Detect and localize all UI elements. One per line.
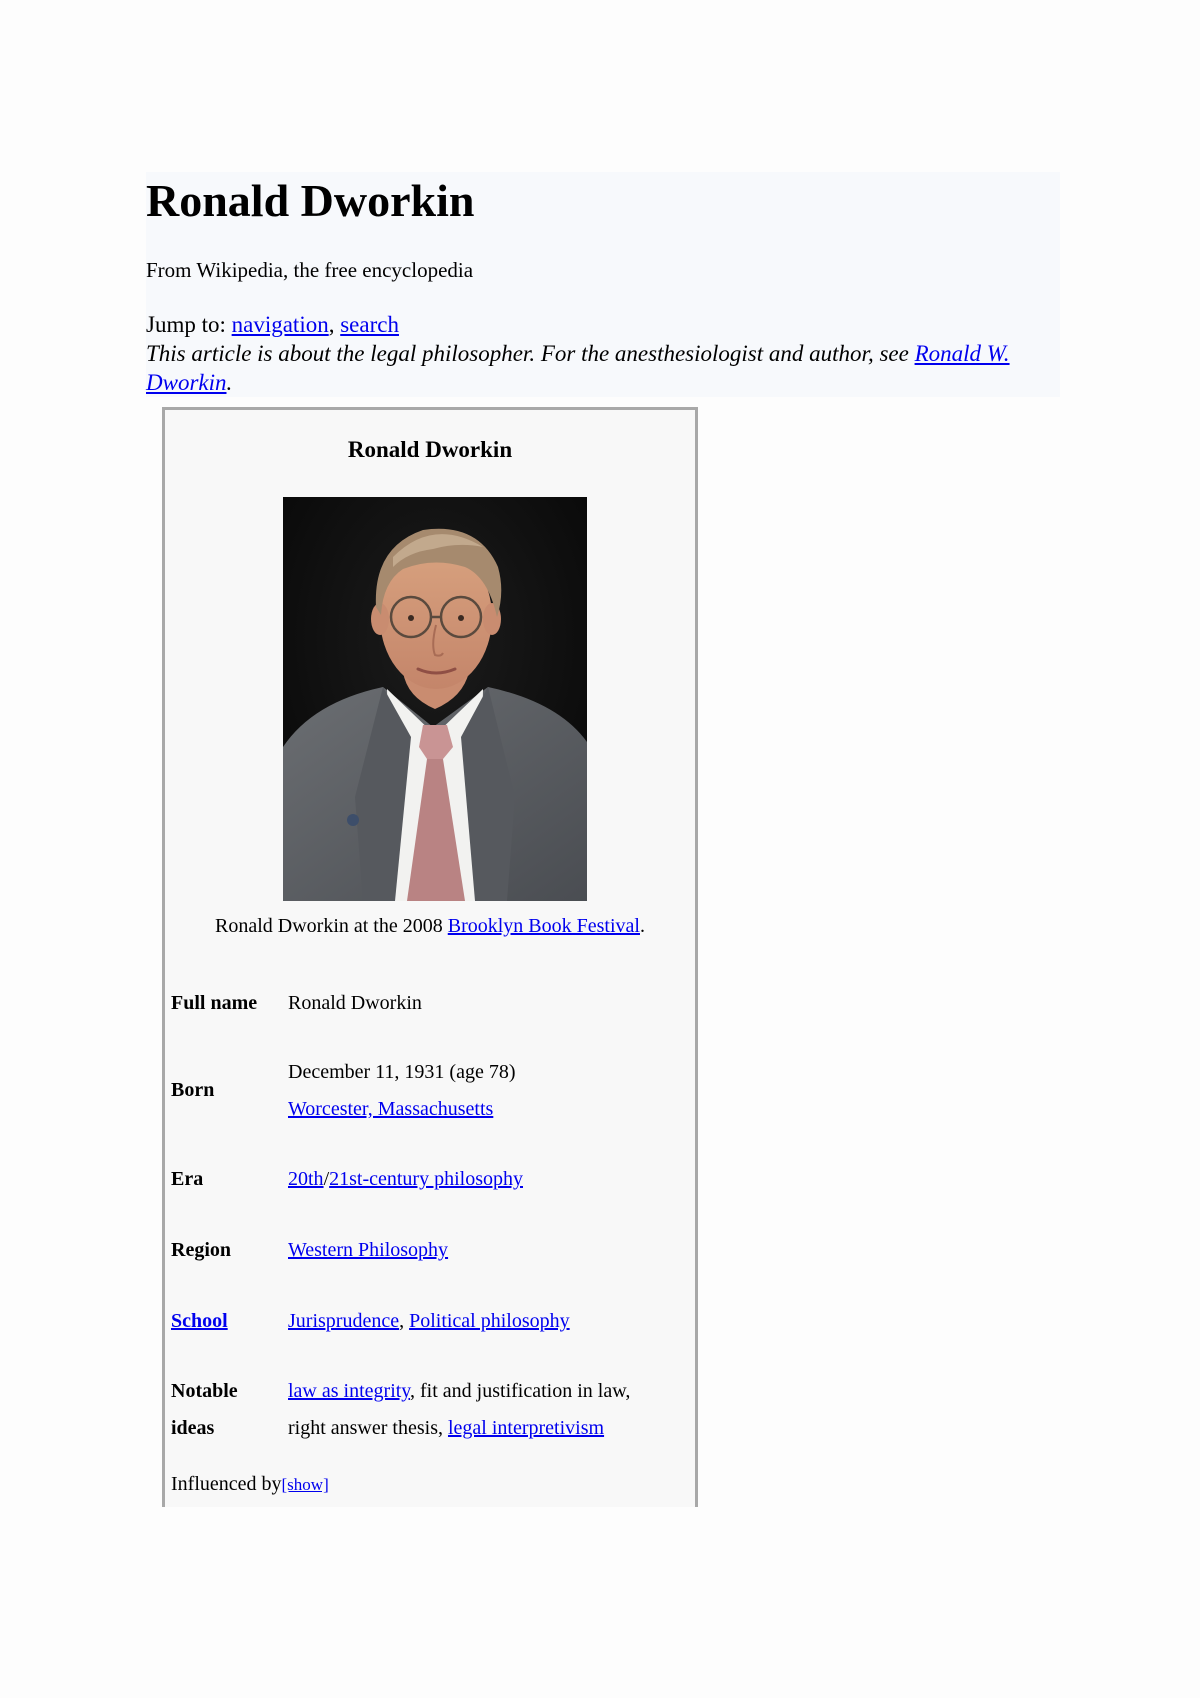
photo-caption (165, 915, 695, 938)
ideas-text-1: , fit and justification in law, (410, 1380, 631, 1402)
jump-to-bar (146, 312, 399, 338)
born-label: Born (171, 1079, 215, 1101)
born-date: December 11, 1931 (age 78) (288, 1061, 516, 1083)
portrait-photo[interactable] (283, 497, 587, 901)
region-label: Region (171, 1239, 231, 1261)
era-20th-link[interactable]: 20th (288, 1168, 324, 1190)
site-tagline: From Wikipedia, the free encyclopedia (146, 258, 474, 282)
infobox (162, 407, 698, 1507)
born-place-link[interactable]: Worcester, Massachusetts (288, 1098, 494, 1120)
full-name-label: Full name (171, 992, 258, 1014)
infobox-title: Ronald Dworkin (347, 437, 513, 462)
political-philosophy-link[interactable]: Political philosophy (409, 1310, 570, 1332)
jump-separator: , (328, 312, 341, 337)
hatnote-disambiguation-link[interactable]: Ronald W. Dworkin (146, 341, 1010, 395)
hatnote-text: This article is about the legal philosopher. For the anesthesiologist and author, see (146, 341, 915, 366)
law-as-integrity-link[interactable]: law as integrity (288, 1380, 411, 1402)
era-label: Era (171, 1168, 204, 1190)
jump-search-link[interactable]: search (340, 312, 399, 337)
born-place-row (288, 1091, 678, 1128)
ideas-label-line1: Notable (171, 1380, 238, 1402)
influenced-by-label: Influenced by (171, 1473, 282, 1495)
era-21st-century-link[interactable]: 21st-century philosophy (329, 1168, 523, 1190)
jump-navigation-link[interactable]: navigation (231, 312, 329, 337)
hatnote (146, 339, 1046, 397)
notable-ideas-value (288, 1373, 678, 1447)
school-value (288, 1303, 678, 1340)
ideas-label-line2: ideas (171, 1417, 215, 1439)
caption-end: . (639, 915, 645, 937)
full-name-value: Ronald Dworkin (288, 992, 422, 1014)
legal-interpretivism-link[interactable]: legal interpretivism (447, 1417, 605, 1439)
brooklyn-book-festival-link[interactable]: Brooklyn Book Festival (447, 915, 640, 937)
ideas-text-2: right answer thesis, (288, 1417, 448, 1439)
school-separator: , (399, 1310, 410, 1332)
page-title: Ronald Dworkin (146, 175, 475, 226)
region-value (288, 1232, 678, 1269)
notable-ideas-label (171, 1373, 238, 1447)
era-separator: / (323, 1168, 330, 1190)
hatnote-end: . (226, 370, 233, 395)
school-label-link[interactable]: School (171, 1310, 228, 1332)
caption-text: Ronald Dworkin at the 2008 (215, 915, 448, 937)
jurisprudence-link[interactable]: Jurisprudence (288, 1310, 400, 1332)
western-philosophy-link[interactable]: Western Philosophy (288, 1239, 449, 1261)
influenced-by-row (171, 1473, 329, 1496)
jump-to-label: Jump to: (146, 312, 232, 337)
school-label-row (171, 1303, 228, 1340)
era-value (288, 1161, 678, 1198)
influenced-show-toggle[interactable]: [show] (281, 1475, 329, 1494)
